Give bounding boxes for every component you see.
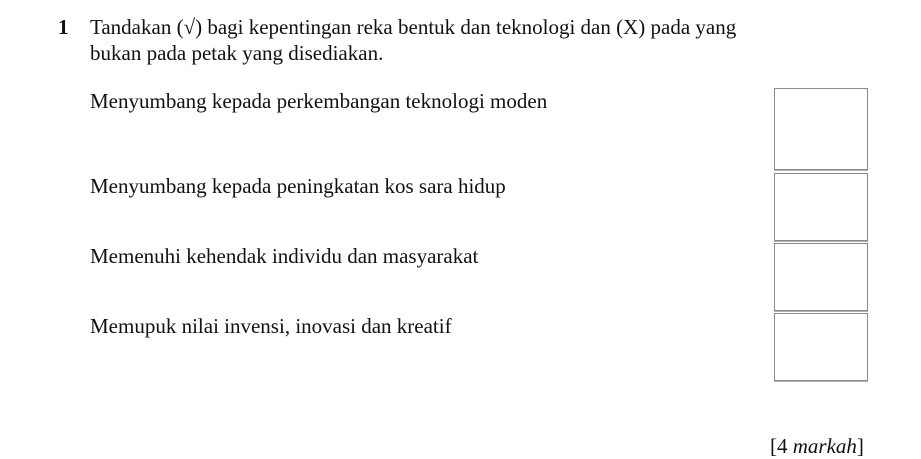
question-number: 1 <box>58 15 69 39</box>
statement-2: Menyumbang kepada peningkatan kos sara hidup <box>90 174 506 198</box>
marks-label <box>770 433 864 459</box>
answer-box-1[interactable] <box>774 88 868 170</box>
answer-box-2[interactable] <box>774 173 868 241</box>
statement-3: Memenuhi kehendak individu dan masyarakat <box>90 244 479 268</box>
answer-box-3[interactable] <box>774 243 868 311</box>
answer-box-4[interactable] <box>774 313 868 381</box>
statement-1: Menyumbang kepada perkembangan teknologi moden <box>90 89 548 113</box>
question-instruction-line-1: Tandakan (√) bagi kepentingan reka bentuk dan teknologi dan (X) pada yang <box>90 15 737 39</box>
marks-word: markah <box>792 434 857 458</box>
marks-close: ] <box>856 434 864 458</box>
question-instruction-line-2: bukan pada petak yang disediakan. <box>90 41 384 65</box>
marks-open: [4 <box>770 434 793 458</box>
statement-4: Memupuk nilai invensi, inovasi dan kreatif <box>90 314 452 338</box>
